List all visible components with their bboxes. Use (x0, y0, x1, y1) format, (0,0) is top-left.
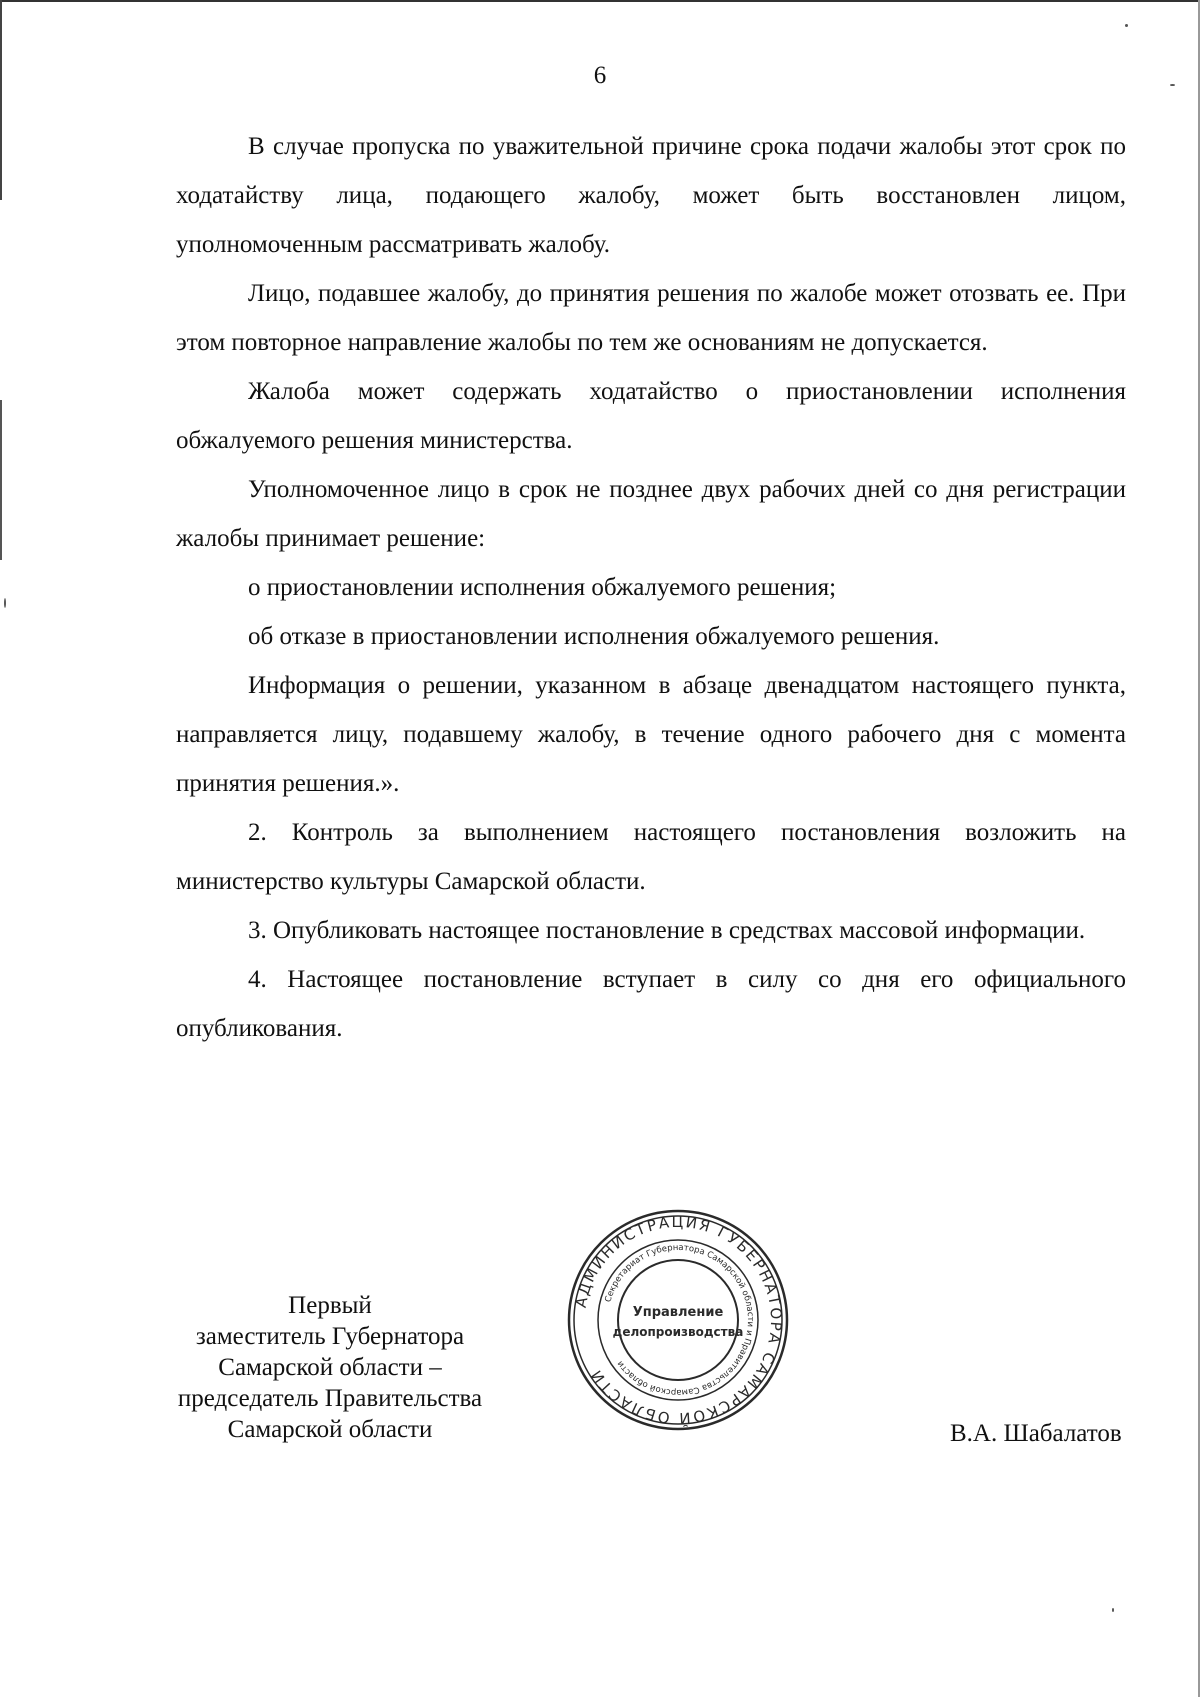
paragraph: Жалоба может содержать ходатайство о приостановлении исполнения обжалуемого решения министерства. (176, 378, 1126, 454)
signatory-position-line: заместитель Губернатора (195, 1323, 465, 1350)
signatory-position-line: Первый (288, 1292, 372, 1319)
paragraph: Лицо, подавшее жалобу, до принятия решения по жалобе может отозвать ее. При этом повторное направление жалобы по тем же основаниям не допускается. (176, 280, 1126, 356)
scan-speck (1112, 1608, 1114, 1612)
paragraph: 4. Настоящее постановление вступает в силу со дня его официального опубликования. (176, 966, 1126, 1042)
paragraph: 3. Опубликовать настоящее постановление в средствах массовой информации. (248, 917, 1086, 944)
paragraph: 2. Контроль за выполнением настоящего постановления возложить на министерство культуры Самарской области. (176, 819, 1126, 895)
signatory-position-line: Самарской области (227, 1416, 433, 1443)
seal-center-line-2: делопроизводства (612, 1325, 744, 1339)
seal-middle-ring (598, 1240, 758, 1400)
signatory-position-line: Самарской области – (218, 1354, 442, 1381)
paragraph: об отказе в приостановлении исполнения обжалуемого решения. (248, 623, 940, 650)
seal-inner-ring (618, 1260, 738, 1380)
seal-outer-text: АДМИНИСТРАЦИЯ ГУБЕРНАТОРА САМАРСКОЙ ОБЛАСТИ (571, 1212, 786, 1428)
signatory-position-line: председатель Правительства (177, 1385, 483, 1412)
seal-middle-text: Секретариат Губернатора Самарской области и Правительства Самарской области (603, 1242, 756, 1398)
scan-speck (4, 598, 6, 608)
page-number: 6 (593, 62, 607, 89)
seal-center-line-1: Управление (632, 1305, 724, 1320)
document-body (176, 122, 1126, 1053)
paragraph: Уполномоченное лицо в срок не позднее двух рабочих дней со дня регистрации жалобы принимает решение: (176, 476, 1126, 552)
scan-speck (1170, 84, 1175, 86)
scan-edge-left (0, 0, 2, 200)
signatory-position (150, 1290, 510, 1445)
paragraph: о приостановлении исполнения обжалуемого решения; (248, 574, 837, 601)
official-seal-stamp (566, 1208, 790, 1432)
paragraph: Информация о решении, указанном в абзаце двенадцатом настоящего пункта, направляется лицу, подавшему жалобу, в течение одного рабочего дня с момента принятия решения.». (176, 672, 1126, 797)
scan-speck (1125, 24, 1128, 27)
scan-edge-top (0, 0, 1200, 2)
paragraph: В случае пропуска по уважительной причине срока подачи жалобы этот срок по ходатайству лица, подающего жалобу, может быть восстановлен лицом, уполномоченным рассматривать жалобу. (176, 133, 1126, 258)
scan-edge-left-lower (0, 400, 2, 560)
signatory-name: В.А. Шабалатов (950, 1420, 1122, 1447)
